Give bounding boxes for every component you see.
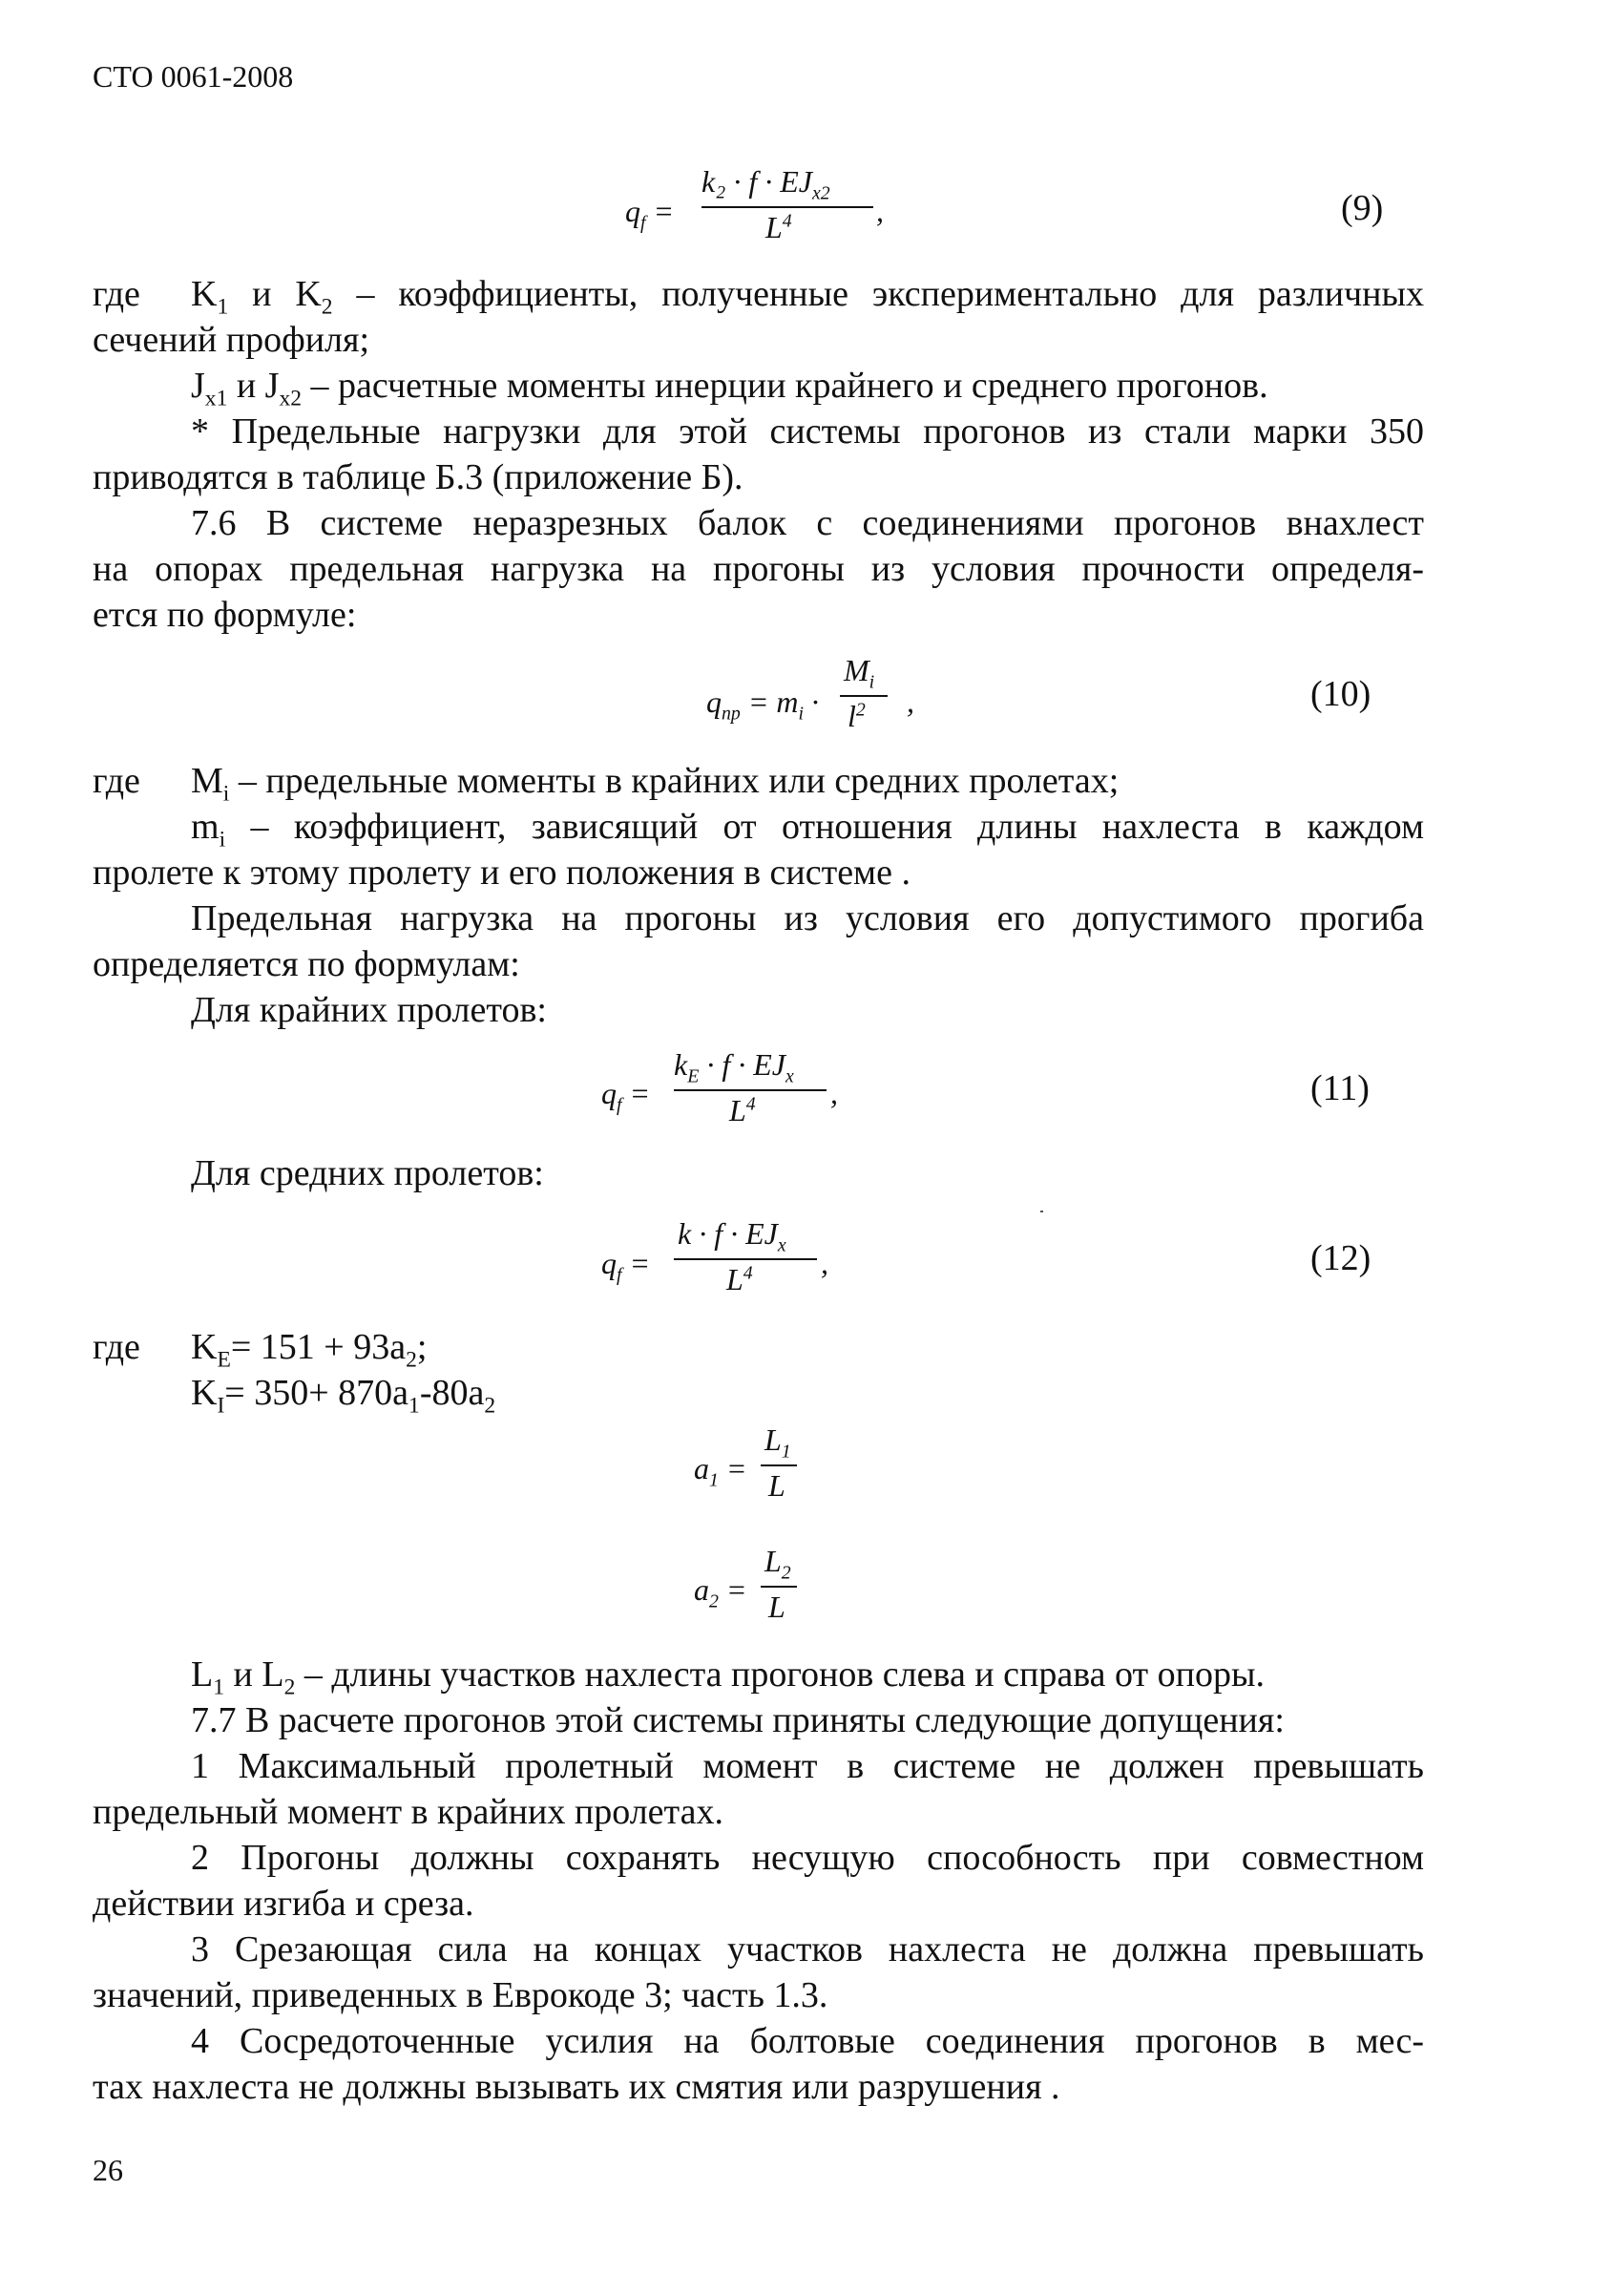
- text-line: где $K_1$ и $K_2$ – коэффициенты, полученные экспериментально для различных: [93, 274, 1425, 320]
- text-line: $K_I= 350+ 870a_1-80a_2$: [191, 1373, 496, 1419]
- text-line: $J_{x1}$ и $J_{x2}$ – расчетные моменты инерции крайнего и среднего прогонов.: [191, 366, 1268, 411]
- text-line: предельный момент в крайних пролетах.: [93, 1792, 723, 1832]
- equation-number-9: (9): [1341, 188, 1384, 228]
- formula-fraction: $k_2 \cdot f \cdot EJ_{x2}$ $L^4$: [701, 164, 873, 256]
- text-line: 1 Максимальный пролетный момент в системе не должен превышать: [191, 1746, 1424, 1786]
- text-line: Для крайних пролетов:: [191, 990, 547, 1030]
- text-line: 7.6 В системе неразрезных балок с соединениями прогонов внахлест: [191, 503, 1424, 543]
- text-line: пролете к этому пролету и его положения в системе .: [93, 853, 911, 893]
- formula-fraction: $M_i$ $l^2$: [840, 653, 888, 745]
- text-line: сечений профиля;: [93, 320, 370, 360]
- text-line: 3 Срезающая сила на концах участков нахлеста не должна превышать: [191, 1929, 1424, 1970]
- text-line: ется по формуле:: [93, 595, 357, 635]
- formula-lhs: $q_f$ =: [625, 194, 675, 234]
- text-line: $L_1$ и $L_2$ – длины участков нахлеста прогонов слева и справа от опоры.: [191, 1654, 1265, 1700]
- text-line: действии изгиба и среза.: [93, 1884, 474, 1924]
- formula-lhs: $a_2$ =: [694, 1572, 747, 1612]
- formula-lhs: $a_1$ =: [694, 1451, 747, 1491]
- equation-number-11: (11): [1310, 1068, 1370, 1108]
- text-line: Предельная нагрузка на прогоны из условия его допустимого прогиба: [191, 898, 1424, 938]
- equation-number-10: (10): [1310, 674, 1371, 714]
- formula-comma: ,: [907, 685, 914, 719]
- text-line: 7.7 В расчете прогонов этой системы приняты следующие допущения:: [191, 1700, 1285, 1740]
- text-line: 4 Сосредоточенные усилия на болтовые соединения прогонов в мес-: [191, 2021, 1424, 2061]
- formula-lhs: $q_{пр} = m_i$ ·: [706, 685, 820, 725]
- text-line: на опорах предельная нагрузка на прогоны из условия прочности определя-: [93, 549, 1424, 589]
- text-line: 2 Прогоны должны сохранять несущую способность при совместном: [191, 1838, 1424, 1878]
- text-line: приводятся в таблице Б.3 (приложение Б).: [93, 457, 743, 497]
- text-line: Для средних пролетов:: [191, 1153, 544, 1193]
- formula-comma: ,: [821, 1246, 828, 1280]
- formula-fraction: $L_2$ L: [761, 1544, 797, 1635]
- formula-comma: ,: [876, 194, 884, 228]
- text-line: * Предельные нагрузки для этой системы прогонов из стали марки 350: [191, 411, 1424, 452]
- text-line: тах нахлеста не должны вызывать их смятия или разрушения .: [93, 2067, 1060, 2107]
- formula-comma: ,: [830, 1076, 838, 1110]
- speck: [1040, 1211, 1043, 1212]
- text-line: определяется по формулам:: [93, 944, 520, 984]
- page-number: 26: [93, 2153, 123, 2187]
- text-line: где $K_E= 151 + 93a_2$;: [93, 1327, 428, 1373]
- document-code: СТО 0061-2008: [93, 59, 294, 94]
- text-line: значений, приведенных в Еврокоде 3; часть 1.3.: [93, 1975, 828, 2015]
- formula-fraction: $k \cdot f \cdot EJ_x$ $L^4$: [674, 1216, 817, 1308]
- formula-fraction: $k_E \cdot f \cdot EJ_x$ $L^4$: [674, 1047, 827, 1139]
- formula-lhs: $q_f$ =: [601, 1246, 651, 1286]
- text-line: где $M_i$ – предельные моменты в крайних или средних пролетах;: [93, 761, 1120, 807]
- text-line: $m_i$ – коэффициент, зависящий от отношения длины нахлеста в каждом: [191, 807, 1424, 853]
- formula-lhs: $q_f$ =: [601, 1076, 651, 1116]
- equation-number-12: (12): [1310, 1238, 1371, 1278]
- formula-fraction: $L_1$ L: [761, 1422, 797, 1514]
